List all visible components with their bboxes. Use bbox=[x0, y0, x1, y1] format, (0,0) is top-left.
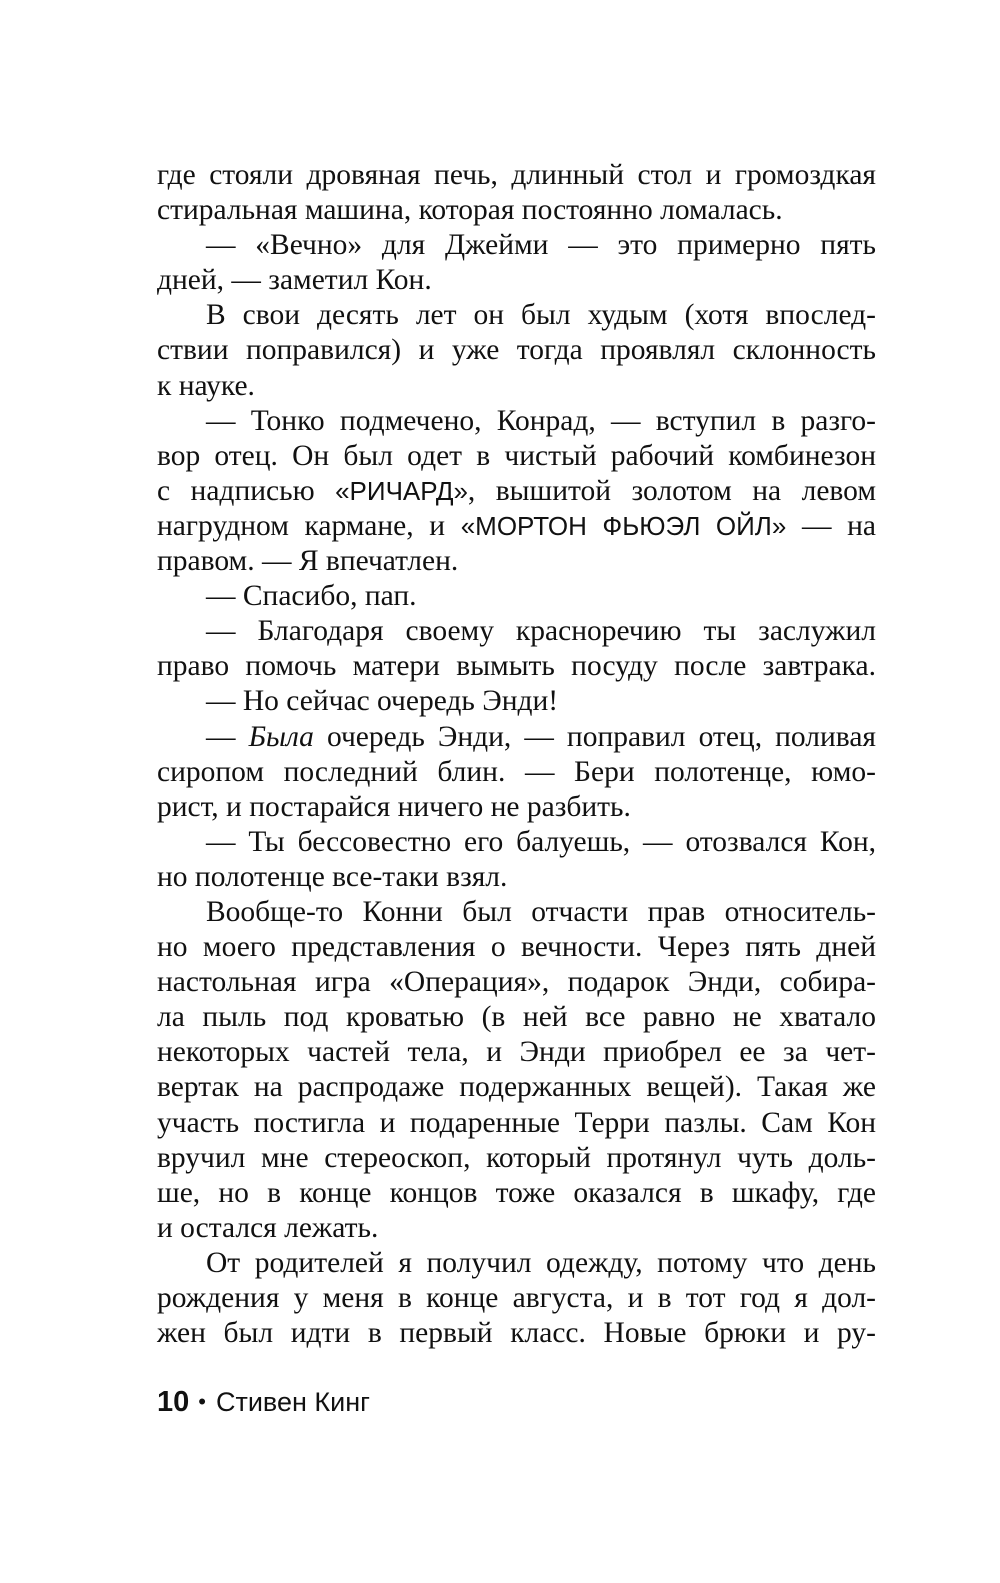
text-line: ствии поправился) и уже тогда проявлял склонность bbox=[157, 334, 876, 367]
text-segment: очередь Энди, — поправил отец, поливая bbox=[313, 720, 876, 753]
text-segment: с надписью bbox=[157, 474, 336, 507]
text-line: настольная игра «Операция», подарок Энди, собира- bbox=[157, 966, 876, 999]
text-line: — Ты бессовестно его балуешь, — отозвался Кон, bbox=[206, 825, 876, 858]
text-line: вертак на распродаже подержанных вещей). Такая же bbox=[157, 1071, 876, 1104]
text-line: вручил мне стереоскоп, который протянул чуть доль- bbox=[157, 1141, 876, 1174]
text-line: В свои десять лет он был худым (хотя впослед- bbox=[206, 299, 876, 332]
text-line: — Тонко подмечено, Конрад, — вступил в разго- bbox=[206, 404, 876, 437]
text-line: но моего представления о вечности. Через пять дней bbox=[157, 931, 876, 964]
text-line: правом. — Я впечатлен. bbox=[157, 545, 459, 578]
embroidery-name: «РИЧАРД» bbox=[335, 475, 468, 506]
text-line: — Благодаря своему красноречию ты заслужил bbox=[206, 615, 876, 648]
author-name: Стивен Кинг bbox=[215, 1387, 370, 1417]
text-line: дней, — заметил Кон. bbox=[157, 264, 432, 297]
emphasis-word: Была bbox=[248, 720, 314, 753]
embroidery-company: «МОРТОН ФЬЮЭЛ ОЙЛ» bbox=[460, 510, 787, 541]
text-line: — «Вечно» для Джейми — это примерно пять bbox=[206, 229, 876, 262]
bullet-separator: • bbox=[198, 1389, 206, 1414]
page-footer bbox=[157, 1385, 370, 1419]
text-line: жен был идти в первый класс. Новые брюки и ру- bbox=[157, 1317, 876, 1350]
text-segment: — bbox=[206, 720, 249, 753]
text-line: сиропом последний блин. — Бери полотенце, юмо- bbox=[157, 755, 876, 788]
text-line: где стояли дровяная печь, длинный стол и громоздкая bbox=[157, 159, 876, 191]
text-line: Вообще-то Конни был отчасти прав относитель- bbox=[206, 895, 876, 928]
text-line: вор отец. Он был одет в чистый рабочий комбинезон bbox=[157, 439, 876, 472]
text-line: ше, но в конце концов тоже оказался в шкафу, где bbox=[157, 1176, 876, 1209]
text-line: но полотенце все-таки взял. bbox=[157, 860, 508, 893]
text-line bbox=[157, 474, 876, 509]
page-number: 10 bbox=[157, 1386, 190, 1418]
text-segment: нагрудном кармане, и bbox=[157, 509, 461, 542]
text-line: стиральная машина, которая постоянно ломалась. bbox=[157, 194, 783, 227]
text-segment: , вышитой золотом на левом bbox=[467, 474, 876, 507]
text-line: — Спасибо, пап. bbox=[206, 580, 417, 613]
text-segment: — на bbox=[786, 509, 876, 542]
text-line: рождения у меня в конце августа, и в тот год я дол- bbox=[157, 1282, 876, 1314]
text-line bbox=[157, 509, 876, 544]
text-line: некоторых частей тела, и Энди приобрел ее за чет- bbox=[157, 1036, 876, 1069]
text-line: От родителей я получил одежду, потому что день bbox=[206, 1246, 876, 1279]
text-line: участь постигла и подаренные Терри пазлы. Сам Кон bbox=[157, 1106, 876, 1139]
text-line bbox=[157, 720, 876, 755]
text-line: к науке. bbox=[157, 369, 255, 402]
body-text bbox=[157, 158, 876, 1351]
text-line: ла пыль под кроватью (в ней все равно не хватало bbox=[157, 1001, 876, 1034]
text-line: и остался лежать. bbox=[157, 1211, 379, 1244]
text-line: — Но сейчас очередь Энди! bbox=[206, 685, 559, 718]
text-line: право помочь матери вымыть посуду после завтрака. bbox=[157, 650, 876, 683]
text-line: рист, и постарайся ничего не разбить. bbox=[157, 790, 631, 823]
